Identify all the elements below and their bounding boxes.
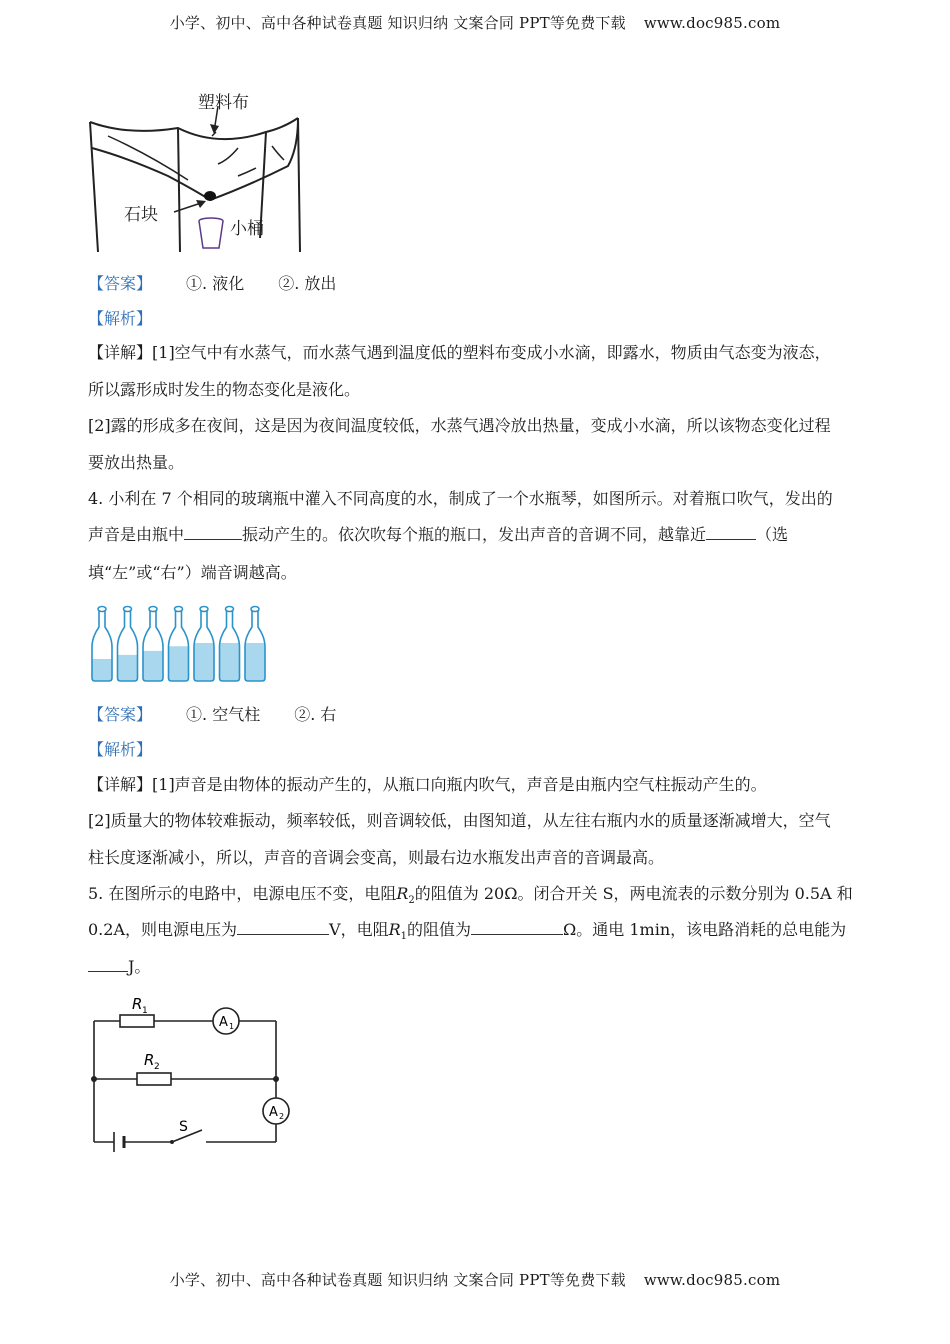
junction-left [91, 1076, 97, 1082]
stone-icon [204, 191, 216, 201]
dew-collector-figure [88, 88, 308, 256]
bottle-mouth [200, 607, 208, 612]
r1-subscript: 1 [400, 931, 407, 943]
bottle [92, 607, 112, 682]
bottle-mouth [226, 607, 234, 612]
q4-question-line-1: 4. 小利在 7 个相同的玻璃瓶中灌入不同高度的水，制成了一个水瓶琴，如图所示。对着瓶口吹气，发出的 [88, 489, 833, 508]
q5-text-g: J。 [128, 957, 151, 976]
q3-detail-2b: 要放出热量。 [88, 453, 185, 472]
circuit-diagram [88, 985, 298, 1160]
page-header [0, 12, 950, 33]
resistor-r2 [137, 1073, 171, 1085]
q3-detail-1b: 所以露形成时发生的物态变化是液化。 [88, 380, 361, 399]
middle-pole [178, 128, 180, 252]
cloth-top-edge [90, 118, 298, 139]
label-a2: A [269, 1105, 278, 1120]
q4-text-a: 声音是由瓶中 [88, 525, 185, 544]
label-r1: R [132, 995, 143, 1013]
q4-question-line-2 [88, 517, 863, 553]
bottle-water [220, 643, 240, 681]
bottle-water [194, 643, 214, 681]
q5-blank-resistance[interactable] [471, 916, 563, 935]
q4-analysis-tag: 【解析】 [88, 740, 153, 759]
r2-symbol: R [396, 884, 409, 903]
bottle-mouth [98, 607, 106, 612]
bottle-mouth [149, 607, 157, 612]
junction-right [273, 1076, 279, 1082]
label-a1: A [219, 1015, 228, 1030]
q4-blank-1[interactable] [184, 521, 242, 540]
q4-blank-2[interactable] [706, 521, 756, 540]
bottle [143, 607, 163, 682]
label-a1-sub: 1 [229, 1022, 235, 1031]
r2-subscript: 2 [408, 895, 415, 907]
resistor-r1 [120, 1015, 154, 1027]
bottle-mouth [175, 607, 183, 612]
bottle-water [143, 651, 163, 681]
detail-text: [1]空气中有水蒸气，而水蒸气遇到温度低的塑料布变成小水滴，即露水，物质由气态变为液态， [152, 343, 831, 362]
q4-detail-2a: [2]质量大的物体较难振动，频率较低，则音调较低，由图知道，从左往右瓶内水的质量逐渐减增大，空气 [88, 811, 831, 830]
r1-symbol: R [388, 920, 401, 939]
q3-analysis-tag: 【解析】 [88, 309, 153, 328]
answer-tag: 【答案】 [88, 705, 153, 724]
bucket-icon [199, 218, 223, 248]
q3-detail-1a [88, 335, 863, 371]
detail-tag: 【详解】 [88, 775, 153, 794]
q4-detail-2b: 柱长度逐渐减小，所以，声音的音调会变高，则最右边水瓶发出声音的音调最高。 [88, 848, 665, 867]
bottle-water [118, 655, 138, 681]
label-switch: S [179, 1119, 188, 1135]
q5-text-f: Ω。通电 1min，该电路消耗的总电能为 [563, 920, 847, 939]
bottle-water [169, 646, 189, 681]
bottle-water [245, 643, 265, 681]
q4-answer-1: ①. 空气柱 [186, 705, 261, 724]
right-pole-2 [298, 118, 300, 252]
q4-question-line-3: 填“左”或“右”）端音调越高。 [88, 563, 297, 582]
q4-answer-2: ②. 右 [294, 705, 337, 724]
label-r2: R [144, 1051, 155, 1069]
bottle-mouth [251, 607, 259, 612]
detail-tag: 【详解】 [88, 343, 153, 362]
switch-pivot [170, 1140, 174, 1144]
q5-text-b: 的阻值为 20Ω。闭合开关 S，两电流表的示数分别为 0.5A 和 [414, 884, 853, 903]
label-r2-sub: 2 [154, 1062, 160, 1072]
header-text: 小学、初中、高中各种试卷真题 知识归纳 文案合同 PPT等免费下载 [169, 14, 626, 32]
bottle-water [92, 659, 112, 681]
bottle [220, 607, 240, 682]
q5-text-c: 0.2A，则电源电压为 [88, 920, 238, 939]
arrow-cloth-head [210, 124, 219, 134]
label-bucket: 小桶 [230, 219, 264, 239]
answer-tag: 【答案】 [88, 274, 153, 293]
bottle [245, 607, 265, 682]
label-a2-sub: 2 [279, 1112, 285, 1121]
q5-blank-voltage[interactable] [237, 916, 329, 935]
page-footer [0, 1269, 950, 1290]
footer-site[interactable]: www.doc985.com [643, 1271, 781, 1289]
left-pole [90, 122, 98, 252]
q4-text-c: （选 [756, 525, 789, 544]
q4-answer-line [88, 697, 863, 733]
q5-text-a: 5. 在图所示的电路中，电源电压不变，电阻 [88, 884, 397, 903]
footer-text: 小学、初中、高中各种试卷真题 知识归纳 文案合同 PPT等免费下载 [169, 1271, 626, 1289]
cloth-fold-3 [238, 168, 256, 176]
q4-detail-1 [88, 767, 863, 803]
q5-text-e: 的阻值为 [407, 920, 472, 939]
water-bottles-figure [88, 603, 268, 685]
cloth-fold-4 [272, 146, 284, 160]
cloth-fold-2 [218, 148, 238, 164]
header-site[interactable]: www.doc985.com [643, 14, 781, 32]
bottle-mouth [124, 607, 132, 612]
q4-text-b: 振动产生的。依次吹每个瓶的瓶口，发出声音的音调不同，越靠近 [242, 525, 707, 544]
q5-question-line-3 [88, 949, 863, 985]
bottle [169, 607, 189, 682]
bottle [118, 607, 138, 682]
q3-detail-2a: [2]露的形成多在夜间，这是因为夜间温度较低，水蒸气遇冷放出热量，变成小水滴，所以该物态变化过程 [88, 416, 831, 435]
detail-text: [1]声音是由物体的振动产生的，从瓶口向瓶内吹气，声音是由瓶内空气柱振动产生的。 [152, 775, 767, 794]
q5-text-d: V，电阻 [329, 920, 389, 939]
bottle [194, 607, 214, 682]
label-stone: 石块 [124, 205, 158, 225]
label-r1-sub: 1 [142, 1006, 148, 1016]
q3-answer-1: ①. 液化 [186, 274, 245, 293]
label-cloth: 塑料布 [198, 93, 249, 113]
q3-answer-2: ②. 放出 [278, 274, 337, 293]
cloth-fold-1 [108, 136, 188, 180]
q5-blank-energy[interactable] [88, 953, 128, 972]
q3-answer-line [88, 266, 863, 302]
